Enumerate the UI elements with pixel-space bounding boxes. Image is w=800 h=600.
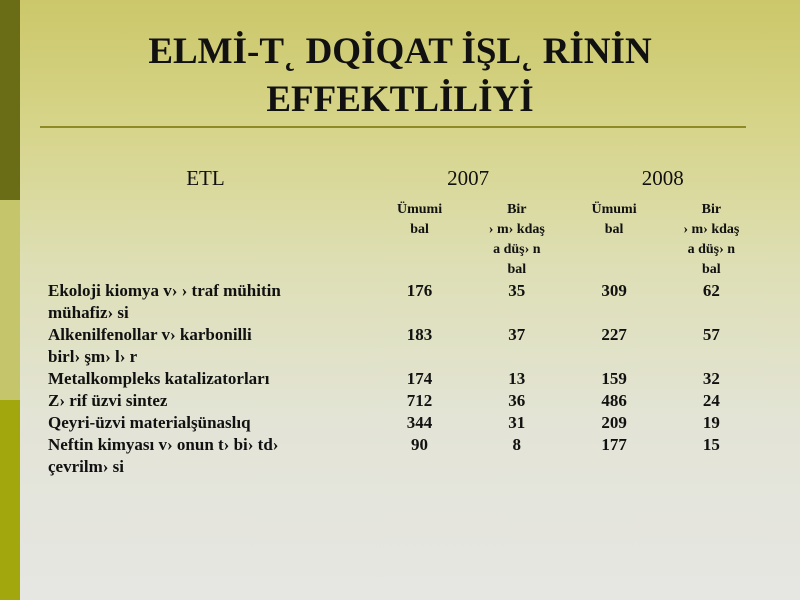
cell-total-2008: 309 bbox=[601, 281, 627, 300]
cell-total-2008: 227 bbox=[601, 325, 627, 344]
header-year-2007: 2007 bbox=[447, 166, 490, 190]
slide-title bbox=[40, 28, 760, 124]
table-header-row bbox=[40, 166, 760, 200]
cell-total-2007: 90 bbox=[411, 435, 429, 454]
cell-per-employee-2008: 19 bbox=[702, 413, 720, 432]
table-row bbox=[40, 368, 760, 390]
subheader-total-2008: Ümumi bal bbox=[591, 202, 637, 237]
row-name: Z› rif üzvi sintez bbox=[48, 391, 168, 410]
cell-total-2008: 486 bbox=[601, 391, 627, 410]
table-row bbox=[40, 324, 760, 368]
cell-total-2008: 159 bbox=[601, 369, 627, 388]
cell-per-employee-2007: 37 bbox=[508, 325, 526, 344]
cell-total-2007: 344 bbox=[406, 413, 433, 432]
row-name: Metalkompleks katalizatorları bbox=[48, 369, 270, 388]
cell-per-employee-2007: 8 bbox=[512, 435, 522, 454]
subheader-per-employee-2007: Bir › m› kdaş a düş› n bal bbox=[488, 202, 545, 277]
cell-total-2007: 176 bbox=[406, 281, 433, 300]
slide-title-line-1: ELMİ-T˛ DQİQAT İŞL˛ RİNİN bbox=[148, 31, 652, 72]
cell-per-employee-2007: 35 bbox=[508, 281, 526, 300]
table-subheader-row bbox=[40, 200, 760, 280]
side-bar-top bbox=[0, 0, 20, 200]
subheader-total-2007: Ümumi bal bbox=[396, 202, 443, 237]
cell-per-employee-2008: 15 bbox=[702, 435, 720, 454]
cell-per-employee-2008: 57 bbox=[702, 325, 720, 344]
cell-total-2007: 183 bbox=[406, 325, 433, 344]
row-name: Ekoloji kiomya v› › traf mühitin mühafiz› si bbox=[48, 281, 281, 322]
table-row bbox=[40, 280, 760, 324]
row-name: Qeyri-üzvi materialşünaslıq bbox=[48, 413, 251, 432]
side-bar-bottom bbox=[0, 400, 20, 600]
cell-per-employee-2008: 62 bbox=[702, 281, 720, 300]
subheader-per-employee-2008: Bir › m› kdaş a düş› n bal bbox=[683, 202, 740, 277]
slide-title-line-2: EFFEKTLİLİYİ bbox=[266, 79, 534, 120]
cell-per-employee-2008: 24 bbox=[702, 391, 720, 410]
cell-per-employee-2007: 13 bbox=[508, 369, 526, 388]
title-divider bbox=[40, 126, 746, 128]
side-bar-middle bbox=[0, 200, 20, 400]
row-name: Neftin kimyası v› onun t› bi› td› çevrilm› si bbox=[48, 435, 279, 476]
table-row bbox=[40, 412, 760, 434]
cell-per-employee-2007: 36 bbox=[508, 391, 526, 410]
table-row bbox=[40, 390, 760, 412]
cell-total-2007: 174 bbox=[406, 369, 433, 388]
cell-total-2008: 209 bbox=[601, 413, 627, 432]
row-name: Alkenilfenollar v› karbonilli birl› şm› l› r bbox=[48, 325, 252, 366]
header-year-2008: 2008 bbox=[641, 166, 684, 190]
effectiveness-table bbox=[40, 166, 760, 478]
table-row bbox=[40, 434, 760, 478]
header-etl: ETL bbox=[186, 166, 225, 190]
cell-total-2008: 177 bbox=[601, 435, 627, 454]
cell-per-employee-2007: 31 bbox=[508, 413, 526, 432]
cell-total-2007: 712 bbox=[406, 391, 433, 410]
cell-per-employee-2008: 32 bbox=[702, 369, 720, 388]
